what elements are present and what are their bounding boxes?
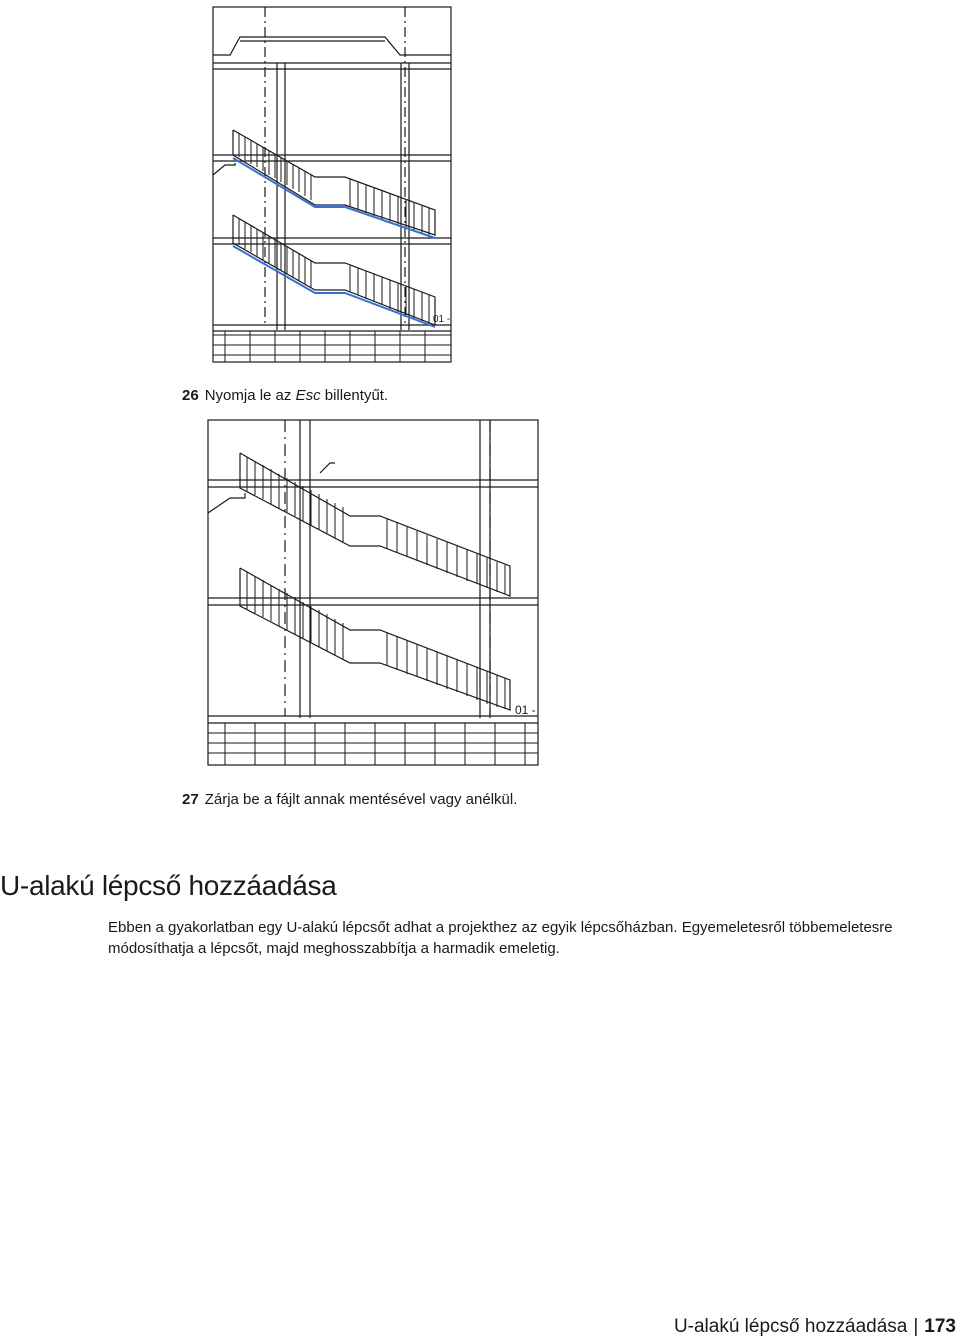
step-27 [182, 791, 517, 809]
stair-elevation-figure-selected [205, 5, 455, 365]
footer-separator: | [913, 1316, 919, 1337]
stair-elevation-drawing [205, 418, 541, 768]
stair-elevation-drawing [205, 5, 455, 365]
step-number: 26 [182, 387, 199, 404]
step-26 [182, 387, 388, 405]
stair-elevation-figure [205, 418, 541, 768]
level-label: 01 - [515, 703, 536, 717]
step-text-end: billentyűt. [320, 387, 389, 404]
page-footer [674, 1315, 956, 1339]
step-number: 27 [182, 791, 199, 808]
level-label: 01 - [433, 314, 451, 325]
section-title: U-alakú lépcső hozzáadása [0, 869, 337, 901]
step-text: Zárja be a fájlt annak mentésével vagy anélkül. [204, 791, 518, 808]
step-text: Nyomja le az [204, 387, 296, 404]
key-name: Esc [295, 387, 321, 404]
page-number: 173 [924, 1316, 956, 1337]
running-title: U-alakú lépcső hozzáadása [673, 1316, 908, 1337]
section-body: Ebben a gyakorlatban egy U-alakú lépcsőt adhat a projekthez az egyik lépcsőházban. Egyemeletesről többemeletesre módosíthatja a lépcsőt, majd meghosszabbítja a harmadik emeletig. [108, 919, 893, 957]
